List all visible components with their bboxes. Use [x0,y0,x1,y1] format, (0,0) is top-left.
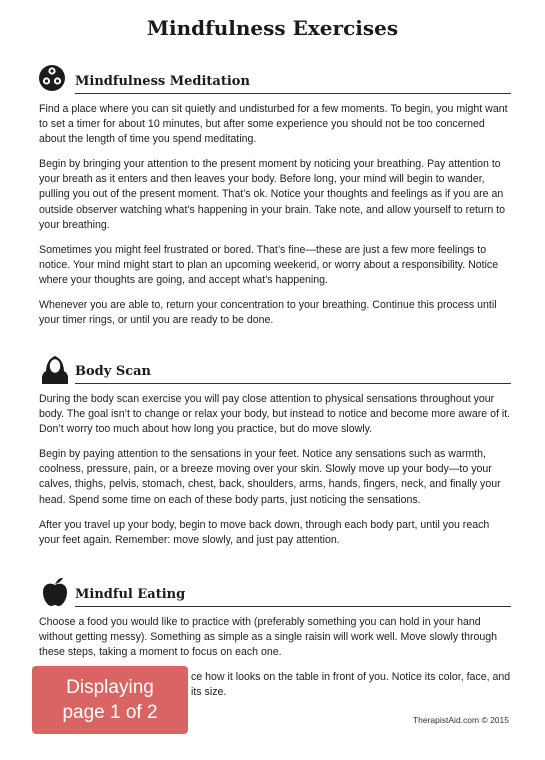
meditation-icon [39,62,71,94]
section-header [39,60,511,94]
section-title: Mindful Eating [75,587,511,607]
paragraph: Whenever you are able to, return your concentration to your breathing. Continue this process until your timer rings, or until you are ready to be done. [39,299,497,327]
overlay-line-1: Displaying [66,677,154,698]
section-header [39,573,511,607]
paragraph: Sometimes you might feel frustrated or bored. That’s fine—these are just a few more feelings to notice. Your mind might start to plan an upcoming weekend, or worry about a responsibility. Notice where your thoughts are going, and accept what’s happening. [39,243,499,286]
paragraph: Choose a food you would like to practice with (preferably something you can hold in your hand without getting messy). Something as simple as a single raisin will work well. Move slowly through these steps, taking a moment to focus on each one. [39,616,498,659]
page-title: Mindfulness Exercises [146,16,399,40]
section-title: Mindfulness Meditation [75,74,511,94]
paragraph: After you travel up your body, begin to move back down, through each body part, until you reach your feet again. Remember: move slowly, and just pay attention. [39,518,490,546]
paragraph: ce how it looks on the table in front of you. Notice its color, face, and its size. [191,671,511,699]
page-indicator-overlay[interactable] [32,666,188,734]
paragraph: Begin by paying attention to the sensations in your feet. Notice any sensations such as warmth, coolness, pressure, pain, or a breeze moving over your skin. Slowly move up your body—to your calves, thighs, pelvis, stomach, chest, back, shoulders, arms, hands, fingers, neck, and finally your head. Spend some time on each of these body parts, just noticing the sensations. [39,448,501,506]
overlay-line-2: page 1 of 2 [62,702,158,723]
paragraph: Find a place where you can sit quietly and undisturbed for a few moments. To begin, you might want to set a timer for about 10 minutes, but after some experience you should not be too concerned about the length of time you spend meditating. [39,103,508,146]
section-body [39,392,511,548]
person-icon [39,352,71,384]
section-mindfulness-meditation [39,60,511,338]
footer-credit: TherapistAid.com © 2015 [412,715,509,725]
apple-icon [39,575,71,607]
section-header [39,350,511,384]
section-body [39,102,511,328]
section-title: Body Scan [75,364,511,384]
paragraph: During the body scan exercise you will pay close attention to physical sensations throughout your body. The goal isn’t to change or relax your body, but instead to notice and become more aware of it. Don’t worry too much about how long you practice, but do move slowly. [39,393,511,436]
section-body-scan [39,350,511,558]
paragraph: Begin by bringing your attention to the present moment by noticing your breathing. Pay attention to your breath as it enters and then leaves your body. Before long, your mind will begin to wander, pulling you out of the present moment. That’s ok. Notice your thoughts and feelings as if you are an outside observer watching what’s happening in your brain. Take note, and allow yourself to return to your breathing. [39,158,506,231]
